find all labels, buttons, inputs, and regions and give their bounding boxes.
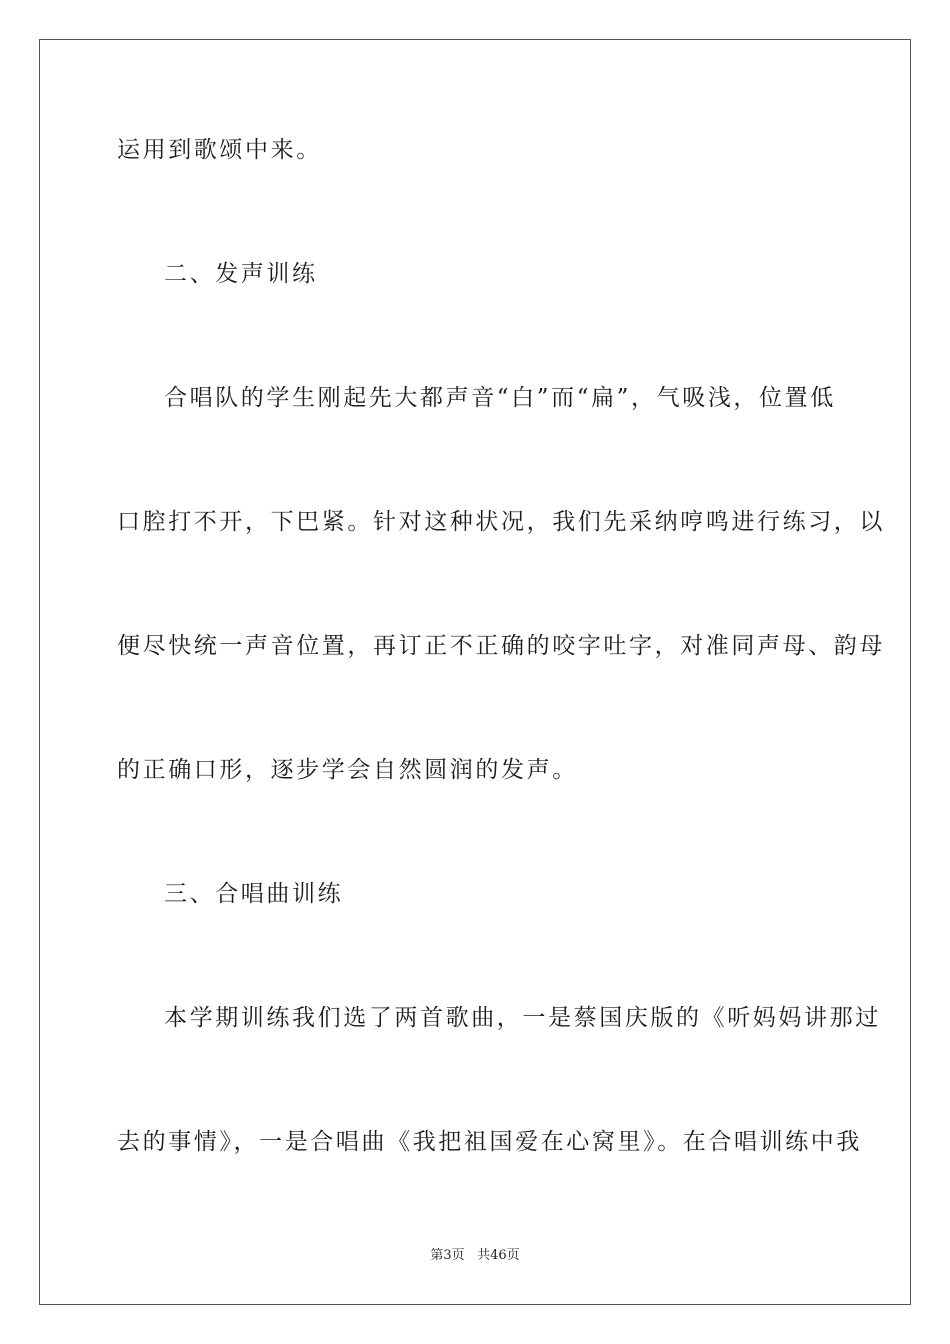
paragraph-line: 去的事情》，一是合唱曲《我把祖国爱在心窝里》。在合唱训练中我 — [117, 1129, 862, 1155]
section-heading: 二、发声训练 — [164, 261, 318, 287]
page-number: 第3页 — [430, 1248, 465, 1263]
paragraph-line: 本学期训练我们选了两首歌曲，一是蔡国庆版的《听妈妈讲那过 — [164, 1005, 881, 1031]
section-heading: 三、合唱曲训练 — [164, 881, 344, 907]
page-total: 共46页 — [477, 1248, 520, 1263]
page-footer — [0, 1247, 950, 1265]
paragraph-line: 的正确口形，逐步学会自然圆润的发声。 — [117, 757, 578, 783]
page-border — [39, 39, 911, 1305]
paragraph-line: 口腔打不开，下巴紧。针对这种状况，我们先采纳哼鸣进行练习，以 — [117, 509, 885, 535]
paragraph-line: 运用到歌颂中来。 — [117, 137, 322, 163]
paragraph-line: 便尽快统一声音位置，再订正不正确的咬字吐字，对准同声母、韵母 — [117, 633, 885, 659]
paragraph-line: 合唱队的学生刚起先大都声音“白”而“扁”，气吸浅，位置低 — [164, 385, 836, 411]
